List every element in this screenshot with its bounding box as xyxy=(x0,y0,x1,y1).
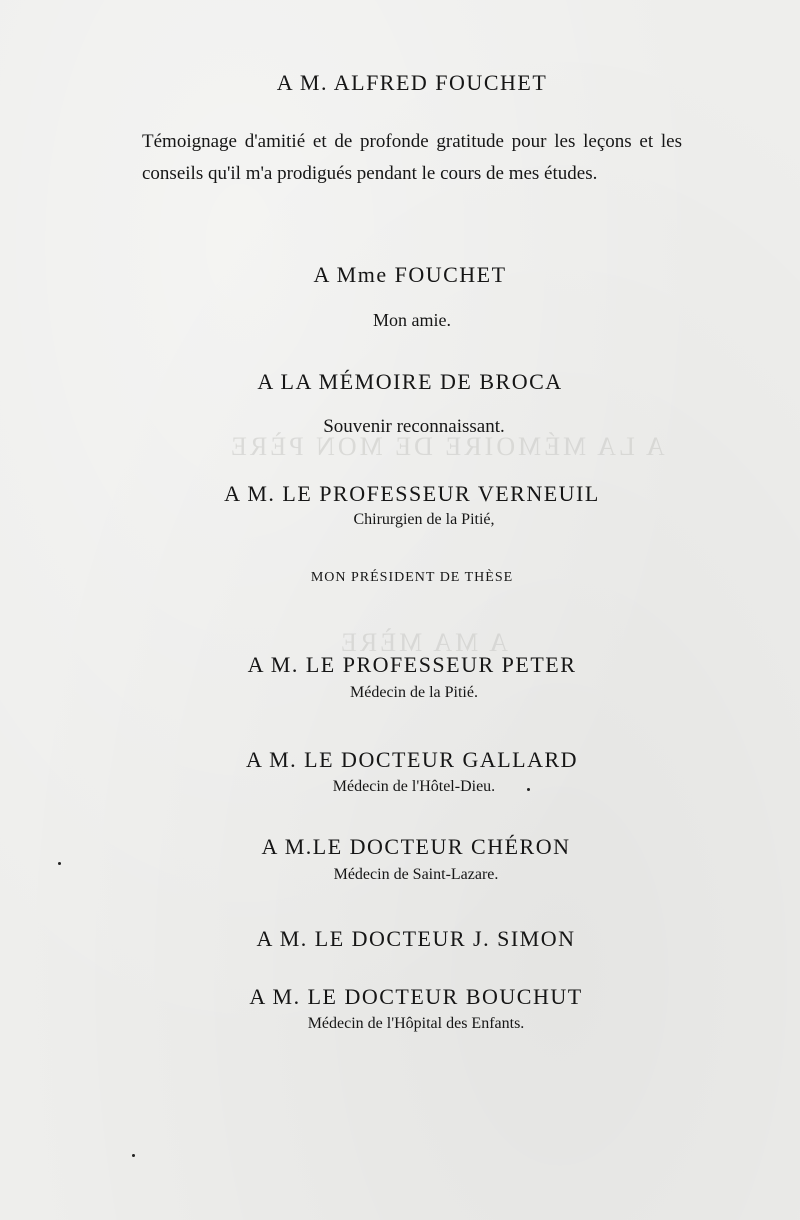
dedication-heading: A LA MÉMOIRE DE BROCA xyxy=(257,369,563,394)
dedication-heading: A M. LE PROFESSEUR VERNEUIL xyxy=(224,481,600,506)
dedication-heading xyxy=(10,262,800,288)
dedication-subtitle: Médecin de l'Hôpital des Enfants. xyxy=(307,1015,525,1032)
dedication-subtitle: Chirurgien de la Pitié, xyxy=(353,511,495,528)
dedication-note: MON PRÉSIDENT DE THÈSE xyxy=(310,570,514,585)
dedication-heading: A M. LE DOCTEUR BOUCHUT xyxy=(249,984,583,1009)
dedication-subtitle: Médecin de Saint-Lazare. xyxy=(333,866,499,883)
dedication-heading-text: A Mme FOUCHET xyxy=(313,262,507,287)
dedication-paragraph: Témoignage d'amitié et de profonde gratitude pour les leçons et les conseils qu'il m'a prodigués pendant le cours de mes études. xyxy=(142,131,682,184)
ink-speck xyxy=(527,788,530,791)
ink-speck xyxy=(132,1154,135,1157)
dedication-subtitle: Mon amie. xyxy=(373,310,451,330)
dedication-heading: A M. LE DOCTEUR J. SIMON xyxy=(256,926,576,951)
ink-speck xyxy=(58,862,61,865)
dedication-subtitle: Souvenir reconnaissant. xyxy=(323,416,505,437)
dedication-subtitle: Médecin de la Pitié. xyxy=(350,684,478,701)
dedication-heading: A M.LE DOCTEUR CHÉRON xyxy=(261,834,571,859)
dedication-heading: A M. LE DOCTEUR GALLARD xyxy=(245,747,579,772)
dedication-heading: A M. ALFRED FOUCHET xyxy=(276,70,548,95)
bleed-through-text: A LA MÉMOIRE DE MON PÈRE xyxy=(228,432,665,461)
dedication-subtitle: Médecin de l'Hôtel-Dieu. xyxy=(332,778,496,795)
dedication-heading: A M. LE PROFESSEUR PETER xyxy=(247,652,577,677)
bleed-through-text: A MA MÈRE xyxy=(338,628,509,657)
